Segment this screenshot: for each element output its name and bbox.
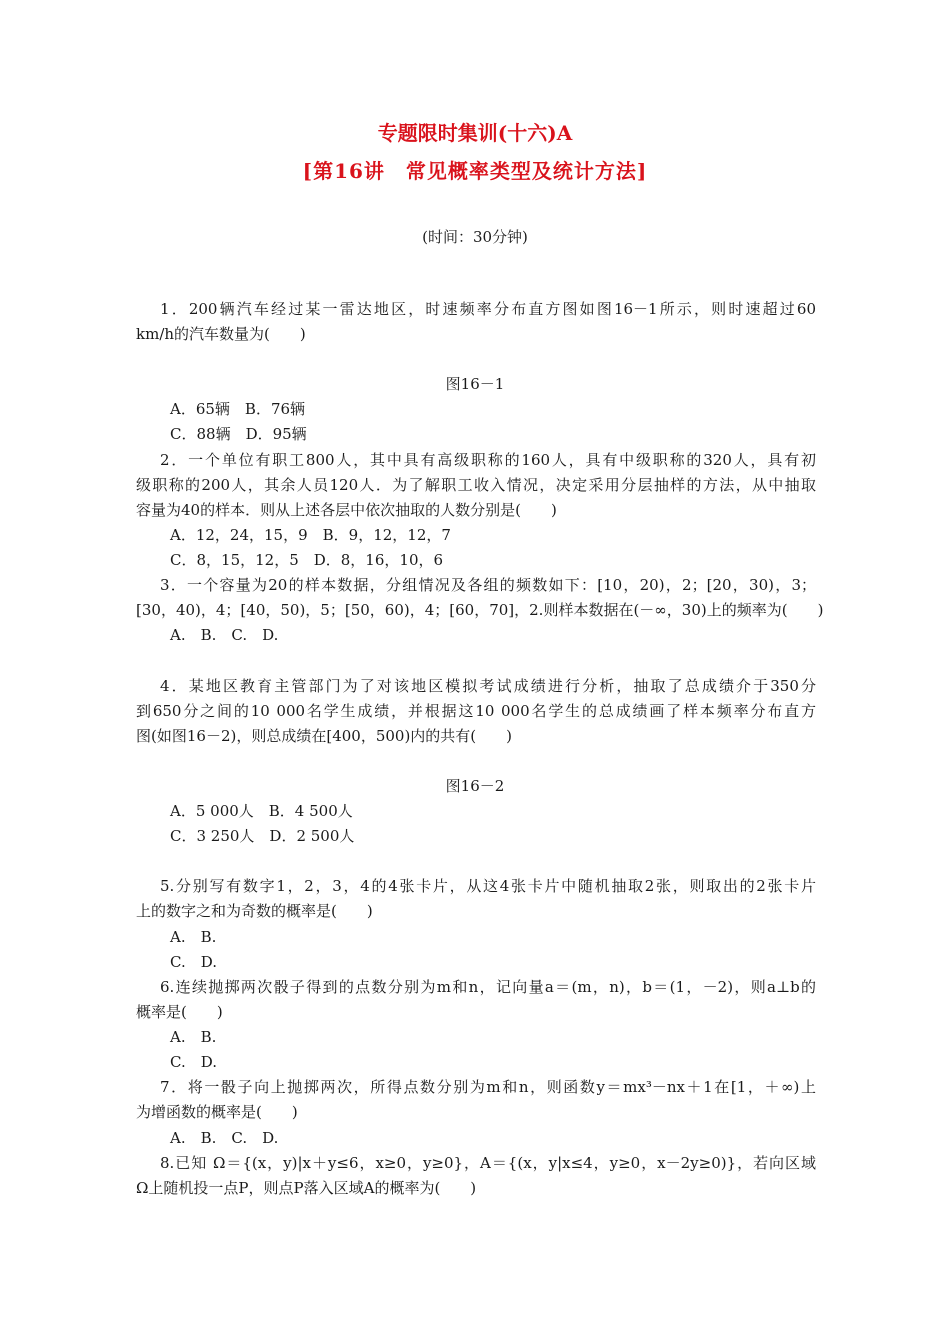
question-3-options: A. B. C. D. (170, 626, 279, 644)
question-6-line-1: 6.连续抛掷两次骰子得到的点数分别为m和n，记向量a＝(m，n)，b＝(1，－2)，则a⊥b的 (160, 978, 816, 996)
question-1-line-1: 1．200辆汽车经过某一雷达地区，时速频率分布直方图如图16－1所示，则时速超过60 (160, 300, 816, 318)
figure-caption-16-2: 图16－2 (445, 777, 505, 795)
question-8-line-1: 8.已知 Ω＝{(x，y)|x＋y≤6，x≥0，y≥0}，A＝{(x，y|x≤4，y≥0，x－2y≥0)}，若向区域 (160, 1154, 816, 1172)
question-2-line-2: 级职称的200人，其余人员120人．为了解职工收入情况，决定采用分层抽样的方法，从中抽取 (136, 476, 816, 494)
question-5-line-2: 上的数字之和为奇数的概率是( ) (136, 902, 373, 920)
question-6-line-2: 概率是( ) (136, 1003, 223, 1021)
question-1-options-c-d: C．88辆 D．95辆 (170, 425, 307, 443)
question-2-line-1: 2．一个单位有职工800人，其中具有高级职称的160人，具有中级职称的320人，具有初 (160, 451, 816, 469)
question-7-line-2: 为增函数的概率是( ) (136, 1103, 298, 1121)
question-4-options-c-d: C．3 250人 D．2 500人 (170, 827, 355, 845)
question-4-line-1: 4．某地区教育主管部门为了对该地区模拟考试成绩进行分析，抽取了总成绩介于350分 (160, 677, 816, 695)
question-1-options-a-b: A．65辆 B．76辆 (170, 400, 306, 418)
question-7-options: A. B. C. D. (170, 1129, 279, 1147)
question-2-line-3: 容量为40的样本．则从上述各层中依次抽取的人数分别是( ) (136, 501, 557, 519)
question-4-options-a-b: A．5 000人 B．4 500人 (170, 802, 353, 820)
question-3-line-1: 3．一个容量为20的样本数据，分组情况及各组的频数如下：[10，20)，2；[20，30)，3； (160, 576, 816, 594)
time-limit: (时间：30分钟) (422, 228, 528, 246)
question-6-options-a-b: A. B. (170, 1028, 217, 1046)
question-5-options-a-b: A. B. (170, 928, 217, 946)
question-4-line-2: 到650分之间的10 000名学生成绩，并根据这10 000名学生的总成绩画了样本频率分布直方 (136, 702, 816, 720)
question-5-line-1: 5.分别写有数字1，2，3，4的4张卡片，从这4张卡片中随机抽取2张，则取出的2张卡片 (160, 877, 816, 895)
question-6-options-c-d: C. D. (170, 1053, 217, 1071)
question-3-line-2: [30，40)，4；[40，50)，5；[50，60)，4；[60，70]，2.则样本数据在(－∞，30)上的频率为( ) (136, 601, 824, 619)
question-2-options-a-b: A．12，24，15，9 B．9，12，12，7 (170, 526, 451, 544)
question-1-line-2: km/h的汽车数量为( ) (136, 325, 306, 343)
question-8-line-2: Ω上随机投一点P，则点P落入区域A的概率为( ) (136, 1179, 477, 1197)
page-title: 专题限时集训(十六)A (377, 121, 573, 145)
figure-caption-16-1: 图16－1 (445, 375, 505, 393)
question-4-line-3: 图(如图16－2)，则总成绩在[400，500)内的共有( ) (136, 727, 513, 745)
page-subtitle: [第16讲 常见概率类型及统计方法] (302, 159, 648, 183)
question-2-options-c-d: C．8，15，12，5 D．8，16，10，6 (170, 551, 444, 569)
question-7-line-1: 7．将一骰子向上抛掷两次，所得点数分别为m和n，则函数y＝mx³－nx＋1在[1，＋∞)上 (160, 1078, 816, 1096)
question-5-options-c-d: C. D. (170, 953, 217, 971)
